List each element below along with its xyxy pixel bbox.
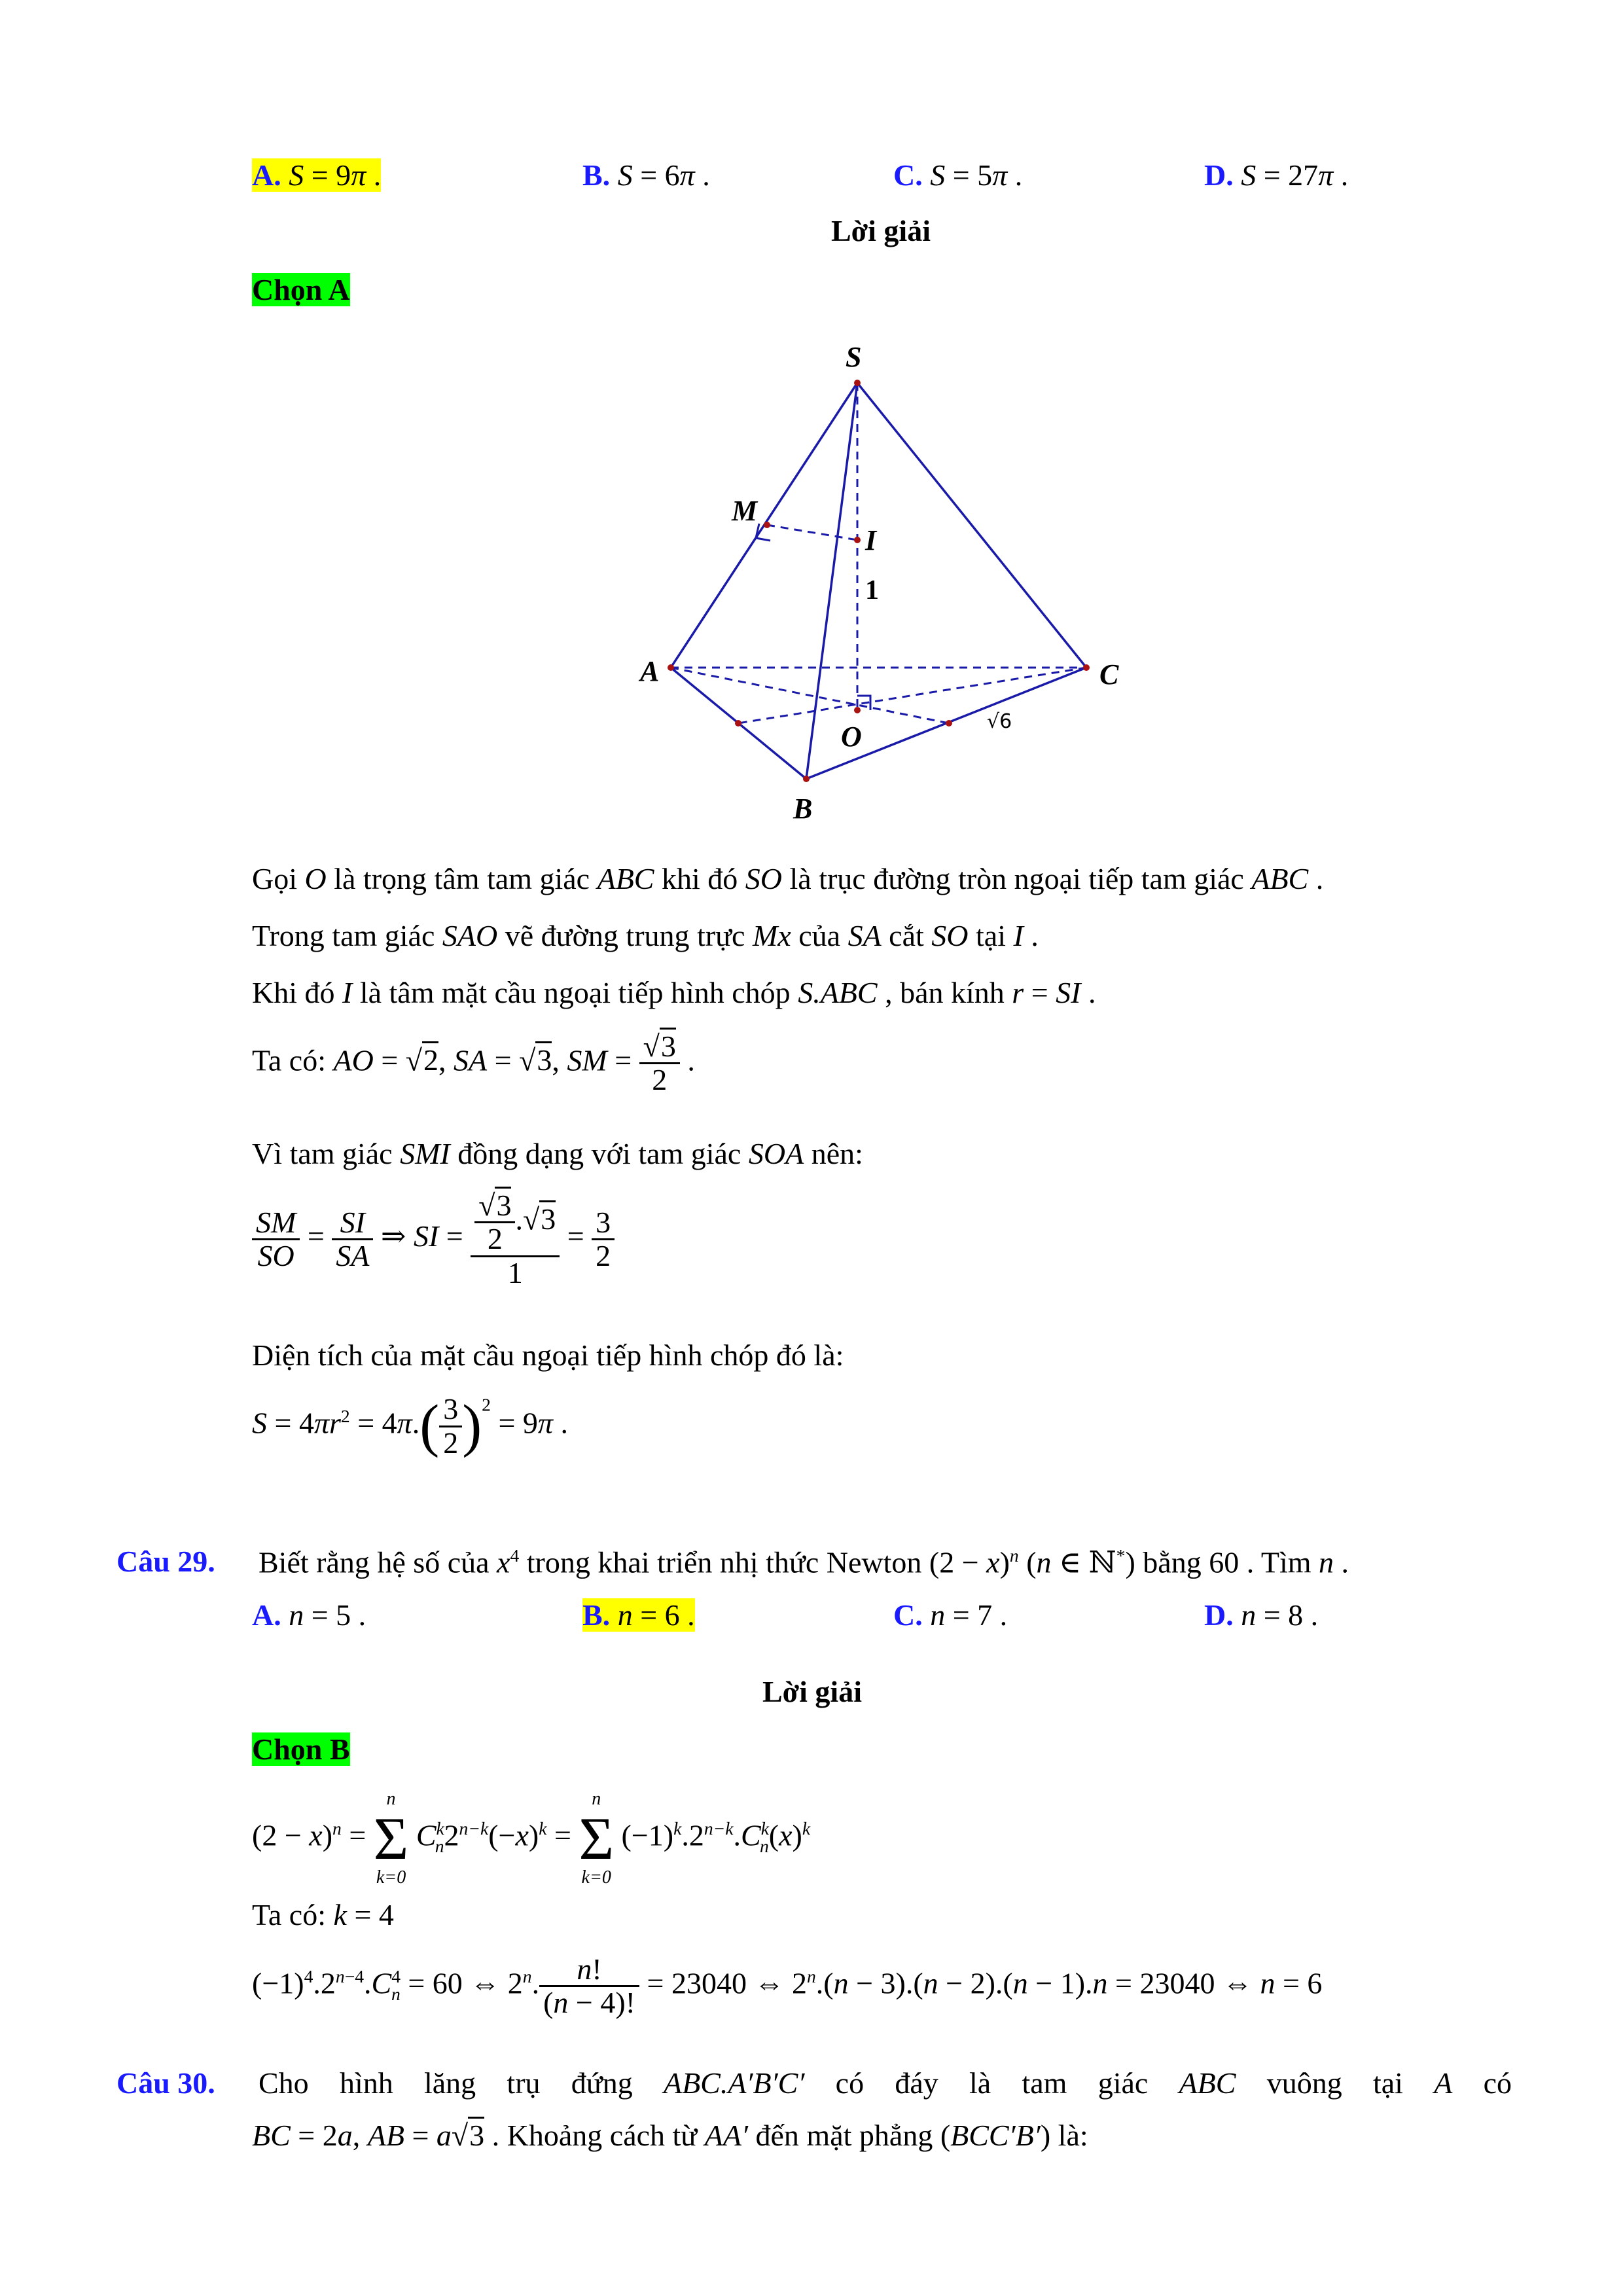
q30-line-2: BC = 2a, AB = a√3 . Khoảng cách từ AA′ đến mặt phẳng (BCC′B′) là: bbox=[252, 2121, 1088, 2151]
pyramid-figure bbox=[0, 327, 1623, 851]
q29-ta-co: Ta có: k = 4 bbox=[252, 1898, 394, 1931]
q29-number: Câu 29. bbox=[116, 1545, 215, 1578]
q28-option-b: B. S = 6π . bbox=[582, 158, 710, 192]
label-s: S bbox=[846, 341, 862, 373]
q28-eq-area: $S = 4\pi r^2 = 4\pi$.( $\frac{3}{2}$ )$^2$ = 9π . bbox=[252, 1392, 568, 1460]
q29-option-b: B. n = 6 . bbox=[582, 1598, 695, 1632]
label-o: O bbox=[841, 721, 862, 753]
label-one: 1 bbox=[865, 575, 879, 605]
q28-ta-co: Ta có: AO = √2, SA = √3, SM = $\frac{√3}{2}$ . bbox=[252, 1031, 695, 1096]
label-a: A bbox=[640, 655, 660, 687]
label-c: C bbox=[1099, 658, 1119, 691]
q29-option-c: C. n = 7 . bbox=[893, 1598, 1008, 1632]
q30-number: Câu 30. bbox=[116, 2066, 215, 2100]
q28-choice: Chọn A bbox=[252, 273, 350, 306]
q28-line-2: Trong tam giác SAO vẽ đường trung trực Mx của SA cắt SO tại I . bbox=[252, 919, 1039, 952]
q29-solution-title: Lời giải bbox=[762, 1675, 862, 1708]
q28-line-5: Vì tam giác SMI đồng dạng với tam giác SOA nên: bbox=[252, 1137, 863, 1170]
q30-line-1: Cho hình lăng trụ đứng ABC.A′B′C′ có đáy là tam giác ABC vuông tại A có bbox=[259, 2066, 1512, 2100]
q29-eq-solve: $(-1)^4.2^{n-4}.C^4_n = 60$ ⇔ 2$^n$. $\frac{n!}{(n - 4)!}$ = 23040 ⇔ $2^n.(n - 3).(n - 2).(n - 1).n = 23040$ ⇔ n = 6 bbox=[252, 1952, 1323, 2020]
label-sqrt6: √6 bbox=[987, 710, 1012, 733]
q28-line-1: Gọi O là trọng tâm tam giác ABC khi đó SO là trục đường tròn ngoại tiếp tam giác ABC . bbox=[252, 862, 1324, 895]
q29-option-d: D. n = 8 . bbox=[1204, 1598, 1319, 1632]
q29-eq-expand: $(2 - x)^n$ = n Σ k=0 $C^k_n2^{n-k}(-x)^k$ = n Σ k=0 $(-1)^k.2^{n-k}.C^k_n(x)^k$ bbox=[252, 1789, 811, 1888]
q28-solution-title: Lời giải bbox=[831, 214, 931, 247]
q28-option-d: D. S = 27π . bbox=[1204, 158, 1349, 192]
label-i: I bbox=[865, 524, 877, 556]
q28-eq-ratio: $\frac{SM}{SO}$ = $\frac{SI}{SA}$ ⇒ SI = $\frac{√3}{2}$ .√3 1 = $\frac{3}{2}$ bbox=[252, 1190, 615, 1289]
edge-sc bbox=[857, 383, 1086, 668]
q28-line-6: Diện tích của mặt cầu ngoại tiếp hình chóp đó là: bbox=[252, 1338, 844, 1372]
q29-option-a: A. n = 5 . bbox=[252, 1598, 366, 1632]
q28-option-a: A. S = 9π . bbox=[252, 158, 382, 192]
edge-sb bbox=[806, 383, 857, 779]
median-c bbox=[738, 668, 1086, 723]
segment-mi bbox=[767, 525, 857, 540]
q28-option-c: C. S = 5π . bbox=[893, 158, 1023, 192]
q29-stem: Biết rằng hệ số của $x^4$ trong khai triển nhị thức Newton $(2 - x)^n$ (n ∈ ℕ*) bằng 60 . Tìm n . bbox=[259, 1545, 1349, 1579]
q28-line-3: Khi đó I là tâm mặt cầu ngoại tiếp hình chóp S.ABC , bán kính r = SI . bbox=[252, 976, 1096, 1009]
q29-choice: Chọn B bbox=[252, 1732, 350, 1766]
label-m: M bbox=[732, 495, 758, 527]
label-b: B bbox=[793, 793, 813, 825]
